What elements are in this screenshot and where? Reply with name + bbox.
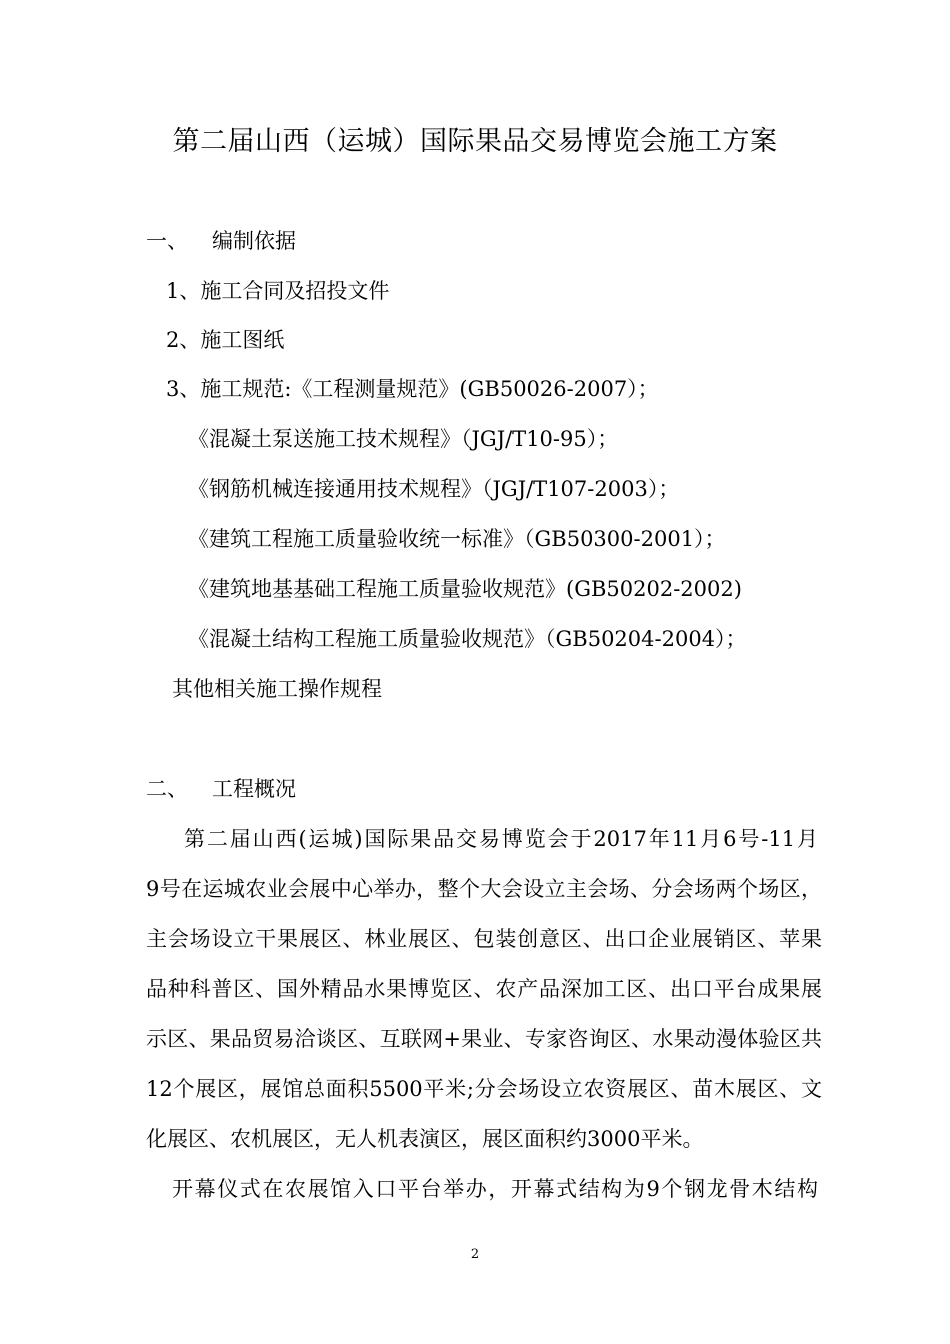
standard-item: 《混凝土泵送施工技术规程》（JGJ/T10-95）； [188, 427, 619, 451]
other-standards: 其他相关施工操作规程 [172, 677, 382, 701]
paragraph-line: 12个展区，展馆总面积5500平米;分会场设立农资展区、苗木展区、文 [146, 1077, 822, 1101]
standard-item: 《钢筋机械连接通用技术规程》（JGJ/T107-2003）； [188, 477, 680, 501]
document-title: 第二届山西（运城）国际果品交易博览会施工方案 [172, 126, 778, 157]
paragraph-line: 示区、果品贸易洽谈区、互联网+果业、专家咨询区、水果动漫体验区共 [146, 1027, 822, 1051]
paragraph-line: 第二届山西(运城)国际果品交易博览会于2017年11月6号-11月 [184, 827, 818, 851]
section-heading-2 [146, 774, 296, 804]
standard-item: 《混凝土结构工程施工质量验收规范》（GB50204-2004）； [188, 627, 747, 651]
standard-item: 《建筑工程施工质量验收统一标准》（GB50300-2001）； [188, 527, 726, 551]
section-heading-1 [146, 226, 296, 256]
page-number: 2 [470, 1247, 480, 1262]
list-item: 1、施工合同及招投文件 [166, 279, 390, 303]
section-number: 二、 [146, 777, 188, 801]
standard-item: 《建筑地基基础工程施工质量验收规范》(GB50202-2002) [188, 577, 742, 601]
list-item: 3、施工规范:《工程测量规范》(GB50026-2007）； [166, 377, 659, 401]
section-title: 编制依据 [212, 229, 296, 253]
list-item: 2、施工图纸 [166, 328, 285, 352]
section-number: 一、 [146, 229, 188, 253]
paragraph-line: 开幕仪式在农展馆入口平台举办，开幕式结构为9个钢龙骨木结构 [172, 1177, 818, 1201]
paragraph-line: 品种科普区、国外精品水果博览区、农产品深加工区、出口平台成果展 [146, 977, 822, 1001]
section-title: 工程概况 [212, 777, 296, 801]
paragraph-line: 化展区、农机展区，无人机表演区，展区面积约3000平米。 [146, 1127, 704, 1151]
paragraph-line: 主会场设立干果展区、林业展区、包装创意区、出口企业展销区、苹果 [146, 927, 822, 951]
paragraph-line: 9号在运城农业会展中心举办，整个大会设立主会场、分会场两个场区， [146, 877, 822, 901]
